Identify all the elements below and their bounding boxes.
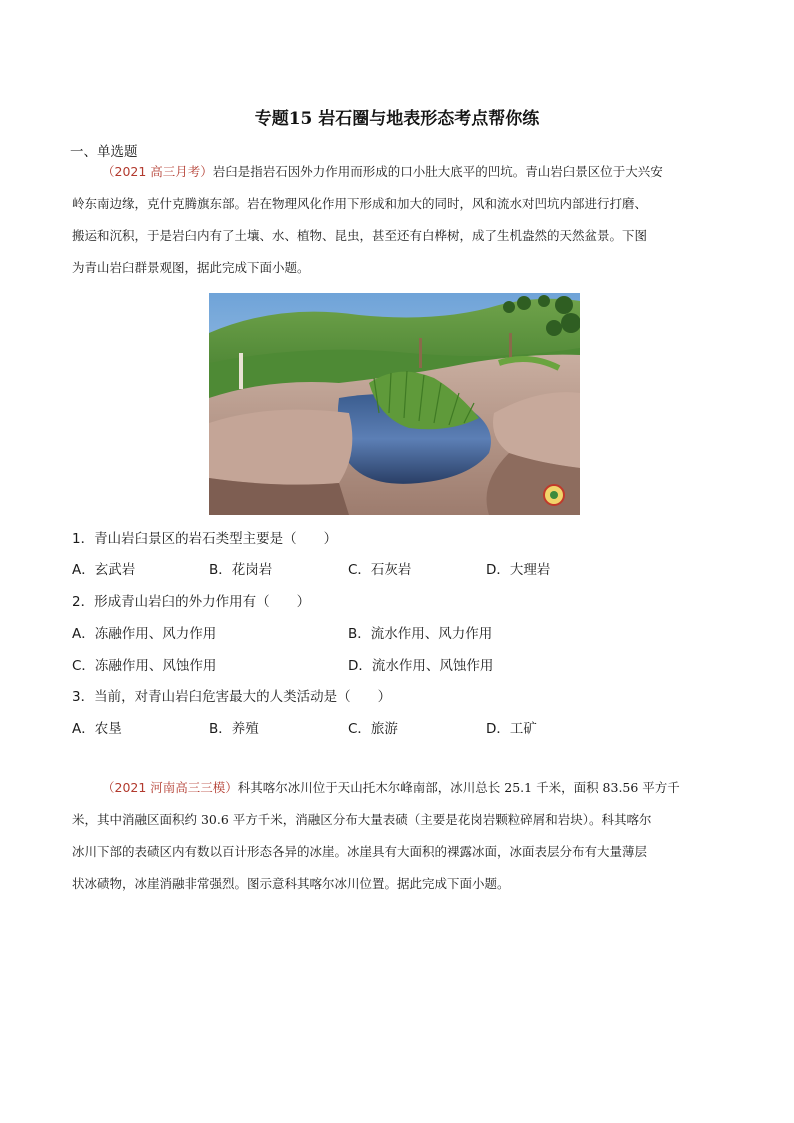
question-1-option-d[interactable]: D．大理岩 — [486, 562, 551, 578]
passage-1-source: （2021 高三月考） — [102, 164, 213, 179]
question-1-option-a[interactable]: A．玄武岩 — [72, 562, 136, 578]
passage-1 — [72, 156, 722, 284]
question-2-option-d[interactable]: D．流水作用、风蚀作用 — [348, 658, 494, 674]
question-3-stem: 3．当前，对青山岩臼危害最大的人类活动是（ ） — [72, 689, 392, 705]
passage-2-line-3: 冰川下部的表碛区内有数以百计形态各异的冰崖。冰崖具有大面积的裸露冰面，冰面表层分布有大量薄层 — [72, 844, 648, 859]
passage-1-line-3: 搬运和沉积，于是岩臼内有了土壤、水、植物、昆虫，甚至还有白桦树，成了生机盎然的天然盆景。下图 — [72, 228, 648, 243]
passage-1-line-4: 为青山岩臼群景观图，据此完成下面小题。 — [72, 260, 310, 275]
passage-2-line-4: 状冰碛物，冰崖消融非常强烈。图示意科其喀尔冰川位置。据此完成下面小题。 — [72, 876, 510, 891]
question-2-option-b[interactable]: B．流水作用、风力作用 — [348, 626, 493, 642]
question-3-option-b[interactable]: B．养殖 — [209, 721, 259, 737]
question-1-option-b[interactable]: B．花岗岩 — [209, 562, 273, 578]
question-1-option-c[interactable]: C．石灰岩 — [348, 562, 412, 578]
passage-2-source: （2021 河南高三三模） — [102, 780, 238, 795]
passage-2 — [72, 772, 722, 900]
section-heading: 一、单选题 — [70, 144, 138, 160]
question-2-option-a[interactable]: A．冻融作用、风力作用 — [72, 626, 217, 642]
rock-basin-landscape-photo — [209, 293, 580, 515]
page-title: 专题15 岩石圈与地表形态考点帮你练 — [254, 109, 540, 129]
question-3-option-c[interactable]: C．旅游 — [348, 721, 398, 737]
passage-1-line-1: （2021 高三月考）岩臼是指岩石因外力作用而形成的口小肚大底平的凹坑。青山岩臼景区位于大兴安 — [102, 164, 663, 179]
question-3-option-a[interactable]: A．农垦 — [72, 721, 122, 737]
passage-1-line-2: 岭东南边缘，克什克腾旗东部。岩在物理风化作用下形成和加大的同时，风和流水对凹坑内部进行打磨、 — [72, 196, 648, 211]
question-3-option-d[interactable]: D．工矿 — [486, 721, 537, 737]
question-1-stem: 1．青山岩臼景区的岩石类型主要是（ ） — [72, 531, 338, 547]
passage-2-line-2: 米，其中消融区面积约 30.6 平方千米，消融区分布大量表碛（主要是花岗岩颗粒碎屑和岩块）。科其喀尔 — [72, 812, 652, 827]
question-2-stem: 2．形成青山岩臼的外力作用有（ ） — [72, 594, 311, 610]
question-2-option-c[interactable]: C．冻融作用、风蚀作用 — [72, 658, 217, 674]
passage-2-line-1: （2021 河南高三三模）科其喀尔冰川位于天山托木尔峰南部，冰川总长 25.1 千米，面积 83.56 平方千 — [102, 780, 680, 795]
